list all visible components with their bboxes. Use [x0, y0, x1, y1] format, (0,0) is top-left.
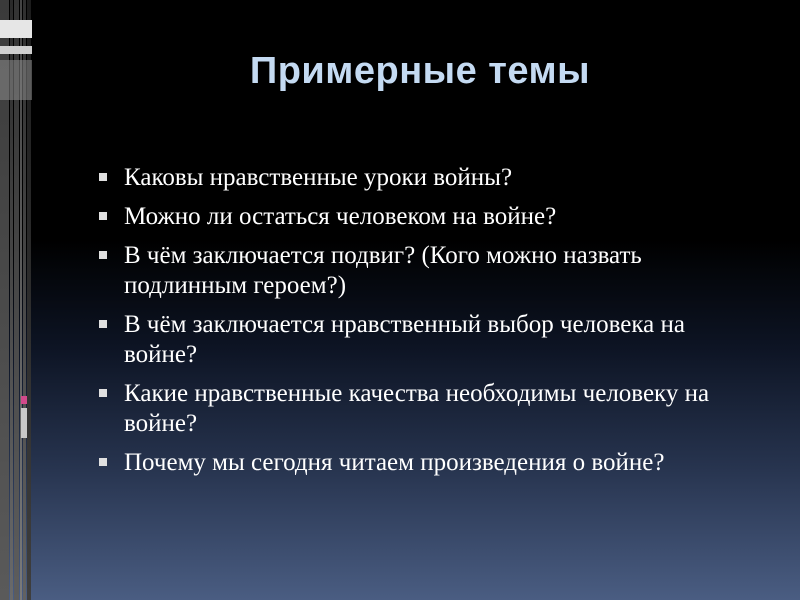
list-item-text: Какие нравственные качества необходимы человеку на войне? [124, 380, 710, 437]
list-item [92, 241, 732, 301]
decorative-accent-bar [21, 396, 27, 404]
left-decorative-stripes [0, 0, 32, 600]
list-item [92, 379, 732, 439]
list-item-text: В чём заключается подвиг? (Кого можно назвать подлинным героем?) [124, 242, 642, 299]
decorative-bar [0, 60, 32, 100]
square-bullet-icon [98, 163, 110, 193]
bullet-list [92, 163, 732, 487]
list-item [92, 448, 732, 478]
square-bullet-icon [98, 379, 110, 409]
square-bullet-icon [98, 241, 110, 271]
list-item-text: В чём заключается нравственный выбор человека на войне? [124, 311, 685, 368]
decorative-bar [0, 20, 32, 38]
list-item-text: Можно ли остаться человеком на войне? [124, 203, 557, 230]
slide-title: Примерные темы [249, 50, 591, 92]
list-item [92, 202, 732, 232]
square-bullet-icon [98, 448, 110, 478]
square-bullet-icon [98, 310, 110, 340]
list-item-text: Почему мы сегодня читаем произведения о войне? [124, 449, 665, 476]
list-item [92, 310, 732, 370]
square-bullet-icon [98, 202, 110, 232]
list-item-text: Каковы нравственные уроки войны? [124, 164, 513, 191]
list-item [92, 163, 732, 193]
decorative-bar [21, 408, 27, 438]
decorative-bar [0, 46, 32, 54]
